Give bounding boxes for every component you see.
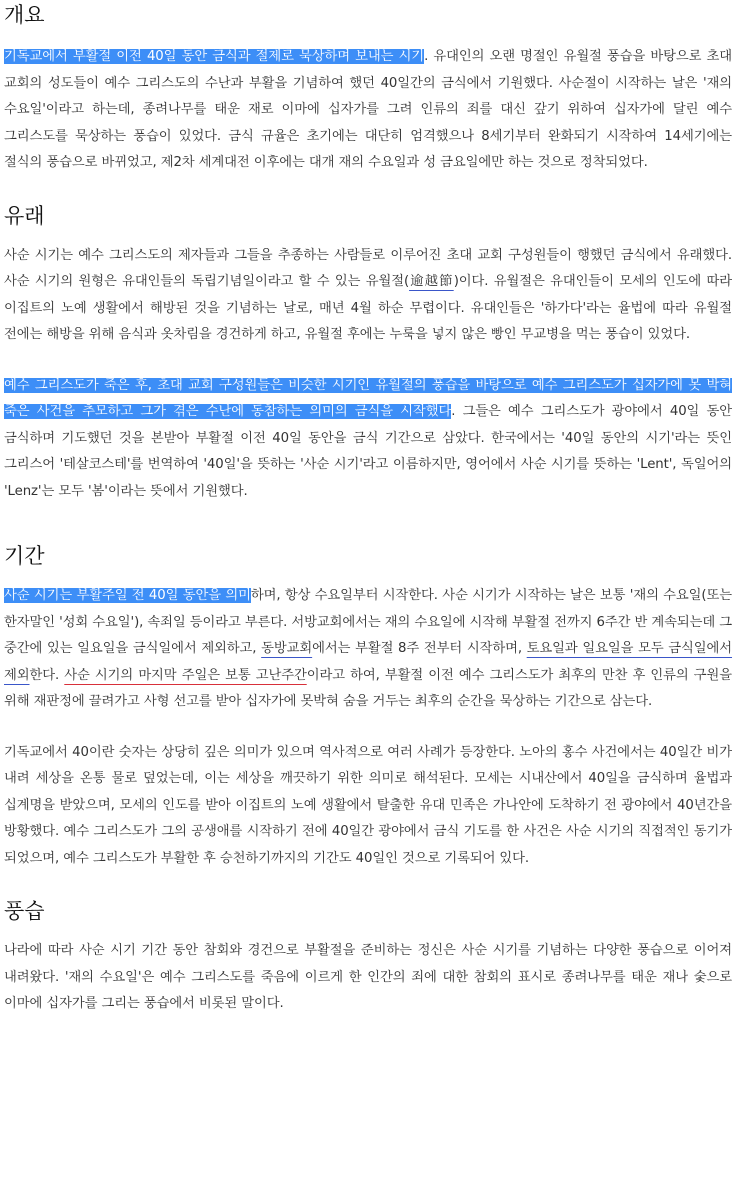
red-underlined-text: 사순 시기의 마지막 주일은 보통 고난주간	[64, 667, 307, 683]
paragraph-text: . 그들은 예수 그리스도가 광야에서 40일 동안 금식하며 기도했던 것을 본받아 부활절 이전 40일 동안을 금식 기간으로 삼았다. 한국에서는 '40일 동안의 시기'라는 뜻인 그리스어 '테살코스테'를 번역하여 '40일'을 뜻하는 '사순 시기'라고 이름하지만, 영어에서 사순 시기를 뜻하는 'Lent', 독일어의 'Lenz'는 모두 '봄'이라는 뜻에서 기원했다.	[4, 404, 732, 499]
overview-paragraph	[4, 44, 732, 177]
paragraph-text: )이다. 유월절은 유대인들이 모세의 인도에 따라 이집트의 노예 생활에서 해방된 것을 기념하는 날로, 매년 4월 하순 무렵이다. 유대인들은 '하가다'라는 율법에 따라 유월절 전에는 해방을 위해 음식과 옷차림을 경건하게 하고, 유월절 후에는 누룩을 넣지 않은 빵인 무교병을 먹는 풍습이 있었다.	[4, 274, 732, 342]
origin-paragraph-1	[4, 243, 732, 349]
eastern-church-link[interactable]: 동방교회	[261, 641, 313, 656]
highlighted-text: 사순 시기는 부활주일 전 40일 동안을 의미	[4, 588, 251, 603]
highlighted-text: 기독교에서 부활절 이전 40일 동안 금식과 절제로 묵상하며 보내는 시기	[4, 49, 425, 64]
section-heading-customs: 풍습	[4, 899, 45, 923]
period-paragraph-2: 기독교에서 40이란 숫자는 상당히 깊은 의미가 있으며 역사적으로 여러 사례가 등장한다. 노아의 홍수 사건에서는 40일간 비가 내려 세상을 온통 물로 덮었는데, 이는 세상을 깨끗하기 위한 의미로 해석된다. 모세는 시내산에서 40일을 금식하며 율법과 십계명을 받았으며, 모세의 인도를 받아 이집트의 노예 생활에서 탈출한 유대 민족은 가나안에 도착하기 전 광야에서 40년간을 방황했다. 예수 그리스도가 그의 공생애를 시작하기 전에 40일간 광야에서 금식 기도를 한 사건은 사순 시기의 직접적인 동기가 되었으며, 예수 그리스도가 부활한 후 승천하기까지의 기간도 40일인 것으로 기록되어 있다.	[4, 744, 732, 866]
paragraph-text: 사순 시기는 예수 그리스도의 제자들과 그들을 추종하는 사람들로 이루어진 초대 교회 구성원들이 행했던 금식에서 유래했다. 사순 시기의 원형은 유대인들의 독립기념일이라고 할 수 있는 유월절(	[4, 247, 732, 289]
paragraph-text: 이라고 하여, 부활절 이전 예수 그리스도가 최후의 만찬 후 인류의 구원을 위해 재판정에 끌려가고 사형 선고를 받아 십자가에 못박혀 숨을 거두는 최후의 순간을 묵상하는 기간으로 삼는다.	[4, 667, 732, 709]
customs-paragraph: 나라에 따라 사순 시기 기간 동안 참회와 경건으로 부활절을 준비하는 정신은 사순 시기를 기념하는 다양한 풍습으로 이어져 내려왔다. '재의 수요일'은 예수 그리스도를 죽음에 이르게 한 인간의 죄에 대한 참회의 표시로 종려나무를 태운 재나 숯으로 이마에 십자가를 그리는 풍습에서 비롯된 말이다.	[4, 943, 732, 1011]
origin-paragraph-2	[4, 373, 732, 506]
paragraph-text: 에서는 부활절 8주 전부터 시작하며,	[312, 641, 527, 656]
section-heading-overview: 개요	[4, 3, 45, 27]
period-paragraph-1	[4, 583, 732, 716]
section-heading-origin: 유래	[4, 203, 45, 228]
section-heading-period: 기간	[4, 544, 45, 568]
highlighted-text: 예수 그리스도가 죽은 후, 초대 교회 구성원들은 비슷한 시기인 유월절의 풍습을 바탕으로 예수 그리스도가 십자가에 못 박혀 죽은 사건을 추모하고 그가 겪은 수난에 동참하는 의미의 금식을 시작했다	[4, 377, 732, 419]
paragraph-text: 한다.	[29, 667, 65, 683]
hanja-link[interactable]: 逾越節	[409, 274, 454, 289]
paragraph-text: . 유대인의 오랜 명절인 유월절 풍습을 바탕으로 초대 교회의 성도들이 예수 그리스도의 수난과 부활을 기념하여 했던 40일간의 금식에서 기원했다. 사순절이 시작하는 날은 '재의 수요일'이라고 하는데, 종려나무를 태운 재로 이마에 십자가를 그려 인류의 죄를 대신 갚기 위하여 십자가에 달린 예수 그리스도를 묵상하는 풍습이 있었다. 금식 규율은 초기에는 대단히 엄격했으나 8세기부터 완화되기 시작하여 14세기에는 절식의 풍습으로 바뀌었고, 제2차 세계대전 이후에는 대개 재의 수요일과 성 금요일에만 하는 것으로 정착되었다.	[4, 49, 733, 170]
blue-underlined-text: 토요일과 일요일을 모두 금식일에서 제외	[4, 641, 733, 683]
paragraph-text: 하며, 항상 수요일부터 시작한다. 사순 시기가 시작하는 날은 보통 '재의 수요일(또는 한자말인 '성회 수요일'), 속죄일 등이라고 부른다. 서방교회에서는 재의 수요일에 시작해 부활절 전까지 6주간 반 계속되는데 그 중간에 있는 일요일을 금식일에서 제외하고,	[4, 588, 732, 656]
